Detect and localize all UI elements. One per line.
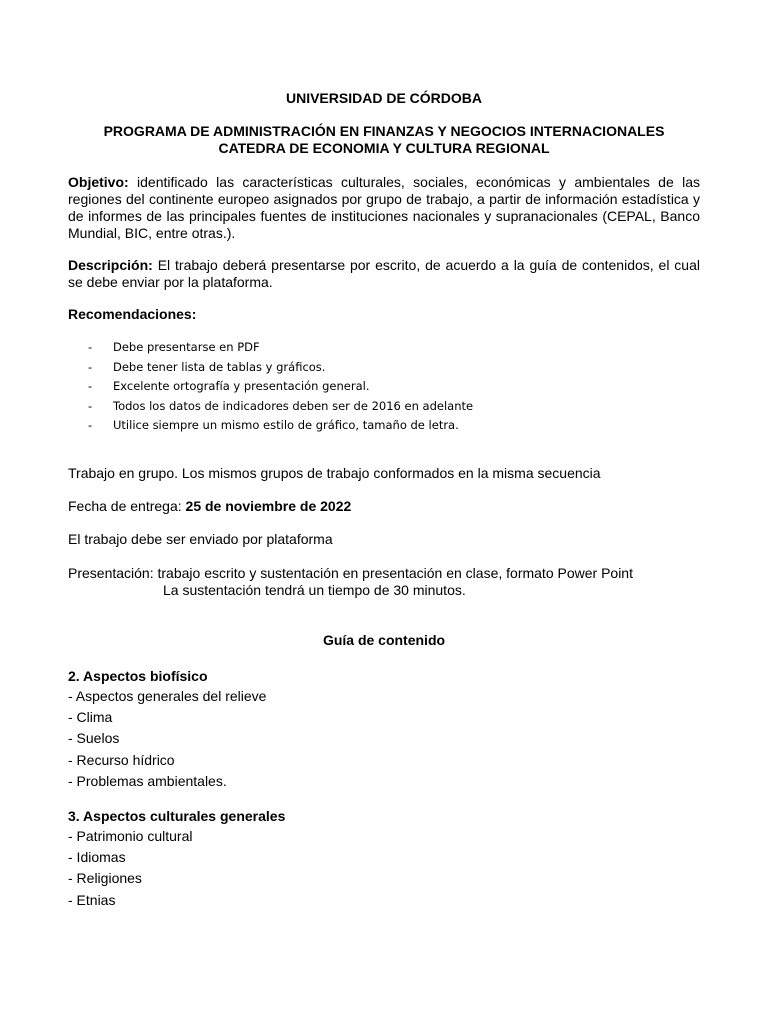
list-item: - Etnias (68, 891, 116, 908)
bullet-dash: - (88, 340, 93, 354)
list-item: - Patrimonio cultural (68, 828, 193, 844)
university-title: UNIVERSIDAD DE CÓRDOBA (285, 90, 482, 106)
objective-paragraph (68, 174, 700, 242)
program-title: PROGRAMA DE ADMINISTRACIÓN EN FINANZAS Y NEGOCIOS INTERNACIONALES (103, 123, 665, 139)
list-item: - Recurso hídrico (68, 751, 175, 768)
list-item: - Religiones (68, 870, 142, 887)
due-date-line (68, 498, 351, 515)
bullet-dash: - (88, 359, 93, 374)
presentation-line-1: Presentación: trabajo escrito y sustentación en presentación en clase, formato Power Point (68, 565, 633, 581)
list-item: - Clima (68, 709, 113, 726)
due-date-value: 25 de noviembre de 2022 (185, 498, 352, 514)
list-item: - Idiomas (68, 849, 126, 866)
guide-title: Guía de contenido (322, 632, 446, 648)
list-item: - Suelos (68, 730, 120, 747)
course-title: CATEDRA DE ECONOMIA Y CULTURA REGIONAL (218, 140, 550, 156)
due-date-label: Fecha de entrega: (68, 498, 186, 514)
objective-label: Objetivo: (68, 174, 129, 190)
description-text: El trabajo deberá presentarse por escrito, de acuerdo a la guía de contenidos, el cual se debe enviar por la plataforma. (68, 257, 700, 290)
group-work-text: Trabajo en grupo. Los mismos grupos de trabajo conformados en la misma secuencia (68, 465, 601, 481)
description-label: Descripción: (68, 257, 153, 273)
submission-text: El trabajo debe ser enviado por plataforma (68, 531, 333, 547)
section-heading: 2. Aspectos biofísico (68, 668, 208, 684)
section-list-biophysical (68, 686, 266, 792)
section-list-cultural (68, 826, 193, 911)
recommendations-title: Recomendaciones: (68, 306, 197, 322)
list-item: - Aspectos generales del relieve (68, 688, 267, 704)
section-heading: 3. Aspectos culturales generales (68, 808, 286, 824)
bullet-dash: - (88, 418, 93, 432)
list-item: - Problemas ambientales. (68, 772, 227, 789)
presentation-line-2: La sustentación tendrá un tiempo de 30 minutos. (163, 582, 466, 598)
bullet-dash: - (88, 398, 93, 413)
description-paragraph (68, 257, 700, 291)
bullet-dash: - (88, 379, 93, 393)
document-page: UNIVERSIDAD DE CÓRDOBA PROGRAMA DE ADMINISTRACIÓN EN FINANZAS Y NEGOCIOS INTERNACIONALES CATEDRA DE ECONOMIA Y CULTURA REGIONAL Objetivo: identificado las características culturales, sociales, económicas y ambientales de las regiones del continente europeo asignados por grupo de trabajo, a partir de información estadística y de informes de las principales fuentes de instituciones nacionales y supranacionales (CEPAL, Banco Mundial, BIC, entre otras.). Descripción: El trabajo deberá presentarse por escrito, de acuerdo a la guía de contenidos, el cual se debe enviar por la plataforma. Recomendaciones: - Debe presentarse en PDF - Debe tener lista de tablas y gráficos. - Excelente ortografía y presentación general. - Todos los datos de indicadores deben ser de 2016 en adelante - Utilice siempre un mismo estilo de gráfico, tamaño de letra. Trabajo en grupo. Los mismos grupos de trabajo conformados en la misma secuencia Fecha de entrega: 25 de noviembre de 2022 El trabajo debe ser enviado por plataforma Presentación: trabajo escrito y sustentación en presentación en clase, formato Power Point La sustentación tendrá un tiempo de 30 minutos. Guía de contenido 2. Aspectos biofísico - Aspectos generales del relieve - Clima - Suelos - Recurso hídrico - Problemas ambientales. 3. Aspectos culturales generales - Patrimonio cultural - Idiomas - Religiones - Etnias (0, 0, 768, 1024)
objective-text: identificado las características culturales, sociales, económicas y ambientales de las regiones del continente europeo asignados por grupo de trabajo, a partir de información estadística y de informes de las principales fuentes de instituciones nacionales y supranacionales (CEPAL, Banco Mundial, BIC, entre otras.). (68, 174, 700, 241)
